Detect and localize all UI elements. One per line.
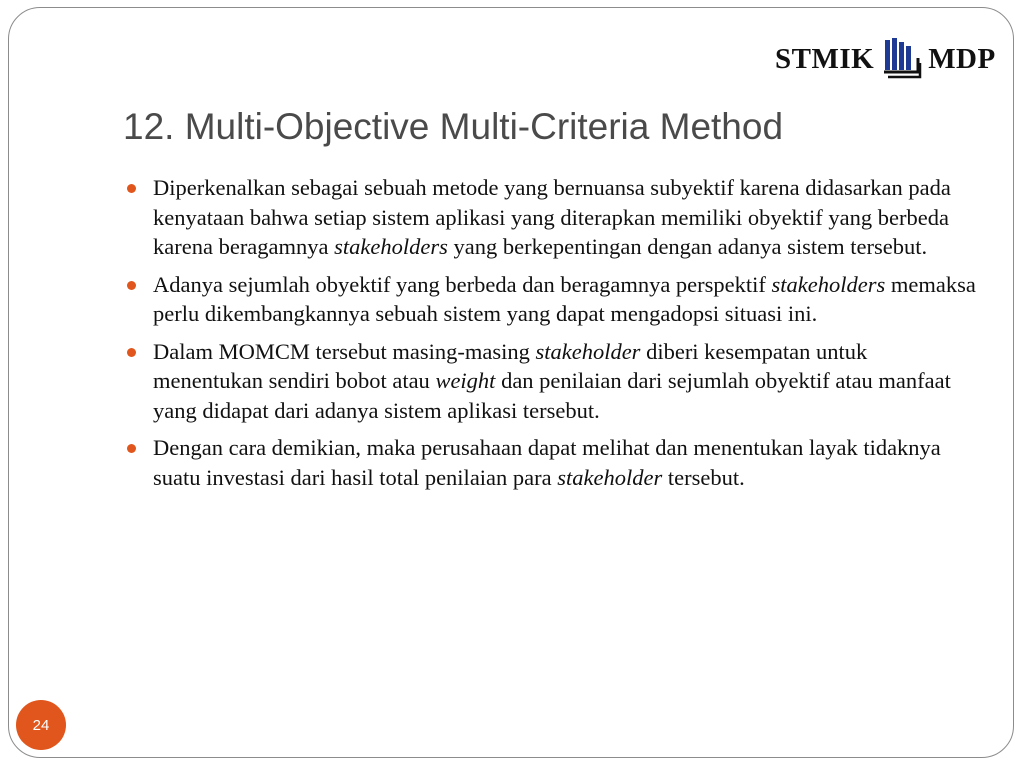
bullet-item	[119, 433, 979, 492]
bullet-text: Dalam MOMCM tersebut masing-masing	[153, 338, 536, 364]
logo-text-left: STMIK	[775, 42, 875, 75]
bullet-italic-term: stakeholder	[557, 464, 663, 490]
bullet-italic-term: weight	[435, 368, 496, 393]
bullet-italic-term: stakeholders	[334, 234, 448, 259]
slide	[8, 7, 1014, 758]
bullet-dot-icon	[127, 348, 136, 357]
bullet-item	[119, 270, 979, 329]
bullet-text: diberi kesempatan untuk menentukan sendiri bobot atau	[153, 338, 868, 393]
bullet-italic-term: stakeholders	[771, 271, 886, 297]
bullet-list	[119, 173, 979, 500]
bullet-dot-icon	[127, 281, 136, 290]
bullet-text: tersebut.	[662, 464, 745, 490]
bullet-text: dan penilaian dari sejumlah obyektif atau manfaat yang didapat dari adanya sistem aplikasi tersebut.	[153, 368, 951, 423]
bullet-text: yang berkepentingan dengan adanya sistem tersebut.	[447, 234, 928, 259]
bullet-item	[119, 337, 979, 426]
slide-title: 12. Multi-Objective Multi-Criteria Method	[123, 106, 784, 147]
stmik-mdp-logo	[775, 34, 996, 84]
bullet-text: Dengan cara demikian, maka perusahaan dapat melihat dan menentukan layak tidaknya suatu investasi dari hasil total penilaian para	[153, 435, 941, 490]
bullet-italic-term: stakeholder	[535, 338, 641, 364]
bullet-item	[119, 173, 979, 262]
bullet-text: memaksa perlu dikembangkannya sebuah sistem yang dapat mengadopsi situasi ini.	[153, 271, 976, 326]
bullet-text: Adanya sejumlah obyektif yang berbeda dan beragamnya perspektif	[153, 271, 772, 297]
page-number-badge: 24	[16, 700, 66, 750]
stmik-mdp-logo-icon	[882, 36, 922, 82]
bullet-dot-icon	[127, 444, 136, 453]
logo-text-right: MDP	[928, 42, 996, 75]
bullet-text: Diperkenalkan sebagai sebuah metode yang bernuansa subyektif karena didasarkan pada kenyataan bahwa setiap sistem aplikasi yang diterapkan memiliki obyektif yang berbeda karena beragamnya	[153, 175, 951, 259]
bullet-dot-icon	[127, 184, 136, 193]
